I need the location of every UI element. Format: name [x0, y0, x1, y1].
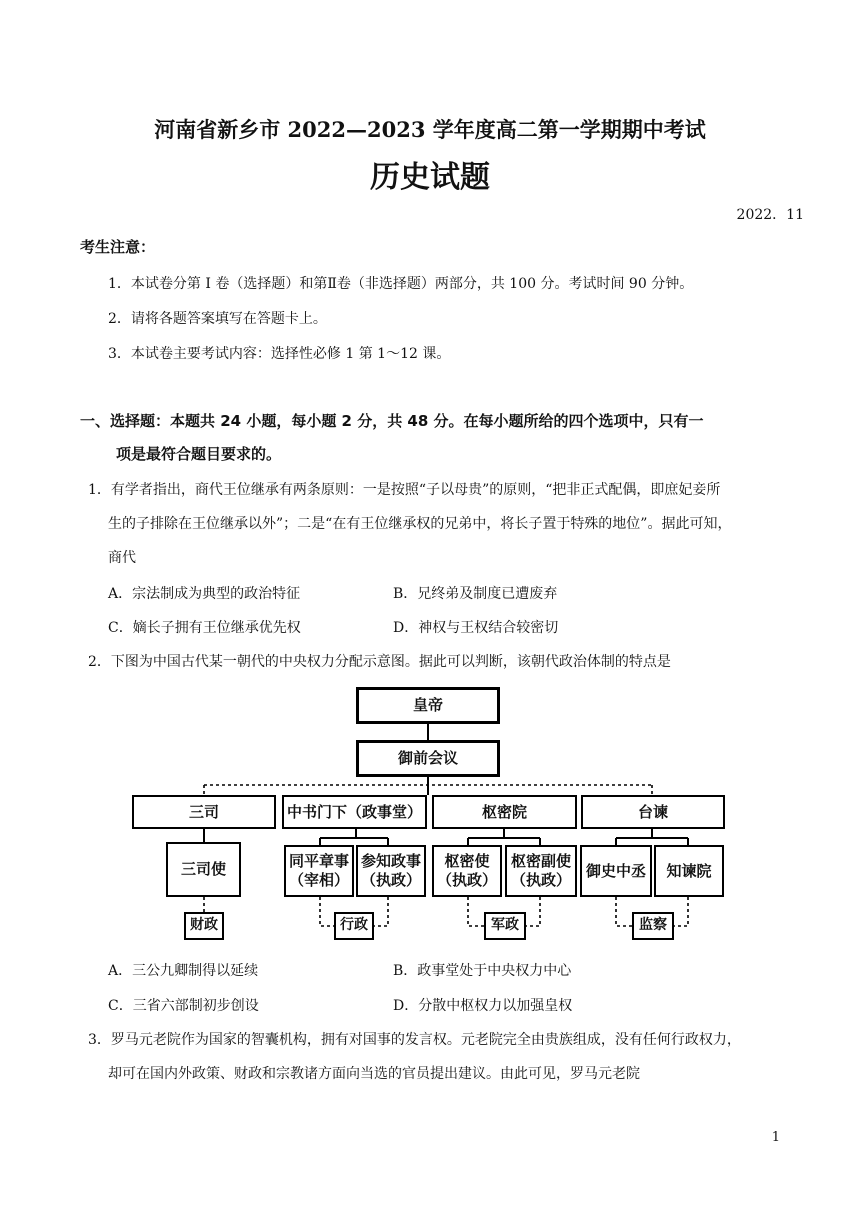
q2-option-b: B．政事堂处于中央权力中心 — [393, 963, 572, 979]
question-3-line: 却可在国内外政策、财政和宗教诸方面向当选的官员提出建议。由此可见，罗马元老院 — [108, 1066, 640, 1082]
shumi-fushi-title: 枢密副使 — [510, 852, 571, 871]
taijian-box: 台谏 — [581, 795, 725, 829]
military-box: 军政 — [484, 912, 526, 940]
q1-option-b: B．兄终弟及制度已遭废弃 — [393, 586, 558, 602]
zhijian-box: 知谏院 — [654, 845, 724, 897]
zhongshu-menxia-box: 中书门下（政事堂） — [282, 795, 427, 829]
q2-option-c: C．三省六部制初步创设 — [108, 998, 259, 1014]
shumi-shi-title: 枢密使 — [444, 852, 490, 871]
yushi-box: 御史中丞 — [580, 845, 652, 897]
question-1-line: 商代 — [108, 550, 136, 566]
question-1-line: 1．有学者指出，商代王位继承有两条原则：一是按照“子以母贵”的原则，“把非正式配偶，即庶妃妾所 — [88, 482, 721, 498]
question-1-line: 生的子排除在王位继承以外”；二是“在有王位继承权的兄弟中，将长子置于特殊的地位”。据此可知， — [108, 516, 732, 532]
council-box: 御前会议 — [356, 740, 500, 777]
question-2-stem: 2．下图为中国古代某一朝代的中央权力分配示意图。据此可以判断，该朝代政治体制的特点是 — [88, 654, 671, 670]
canzhi-box — [356, 845, 426, 897]
supervision-box: 监察 — [632, 912, 674, 940]
notice-item: 3．本试卷主要考试内容：选择性必修 1 第 1～12 课。 — [108, 346, 451, 362]
shumi-shi-box — [432, 845, 502, 897]
q1-option-a: A．宗法制成为典型的政治特征 — [108, 586, 301, 602]
notice-heading: 考生注意： — [80, 238, 156, 256]
section-heading-cont: 项是最符合题目要求的。 — [116, 445, 282, 463]
notice-item: 1．本试卷分第 I 卷（选择题）和第Ⅱ卷（非选择题）两部分，共 100 分。考试时间 90 分钟。 — [108, 276, 694, 292]
exam-title: 河南省新乡市 2022—2023 学年度高二第一学期期中考试 — [154, 117, 706, 142]
tongping-note: （宰相） — [288, 871, 349, 889]
canzhi-note: （执政） — [360, 871, 421, 889]
q1-option-d: D．神权与王权结合较密切 — [393, 620, 559, 636]
shumi-shi-note: （执政） — [436, 871, 497, 889]
sansi-box: 三司 — [132, 795, 276, 829]
exam-date: 2022．11 — [736, 207, 804, 223]
canzhi-title: 参知政事 — [360, 852, 421, 871]
q2-option-d: D．分散中枢权力以加强皇权 — [393, 998, 573, 1014]
administration-box: 行政 — [334, 912, 374, 940]
emperor-box: 皇帝 — [356, 687, 500, 724]
notice-item: 2．请将各题答案填写在答题卡上。 — [108, 311, 327, 327]
question-3-line: 3．罗马元老院作为国家的智囊机构，拥有对国事的发言权。元老院完全由贵族组成，没有任何行政权力， — [88, 1032, 741, 1048]
shumi-fushi-note: （执政） — [510, 871, 571, 889]
section-heading: 一、选择题：本题共 24 小题，每小题 2 分，共 48 分。在每小题所给的四个选项中，只有一 — [80, 412, 704, 430]
sansi-shi-box: 三司使 — [166, 842, 241, 897]
q2-option-a: A．三公九卿制得以延续 — [108, 963, 259, 979]
page-number: 1 — [771, 1130, 780, 1145]
shumi-fushi-box — [505, 845, 577, 897]
tongping-box — [284, 845, 354, 897]
subject-title: 历史试题 — [370, 160, 490, 195]
finance-box: 财政 — [184, 912, 224, 940]
tongping-title: 同平章事 — [288, 852, 349, 871]
shumiyuan-box: 枢密院 — [432, 795, 577, 829]
q1-option-c: C．嫡长子拥有王位继承优先权 — [108, 620, 301, 636]
